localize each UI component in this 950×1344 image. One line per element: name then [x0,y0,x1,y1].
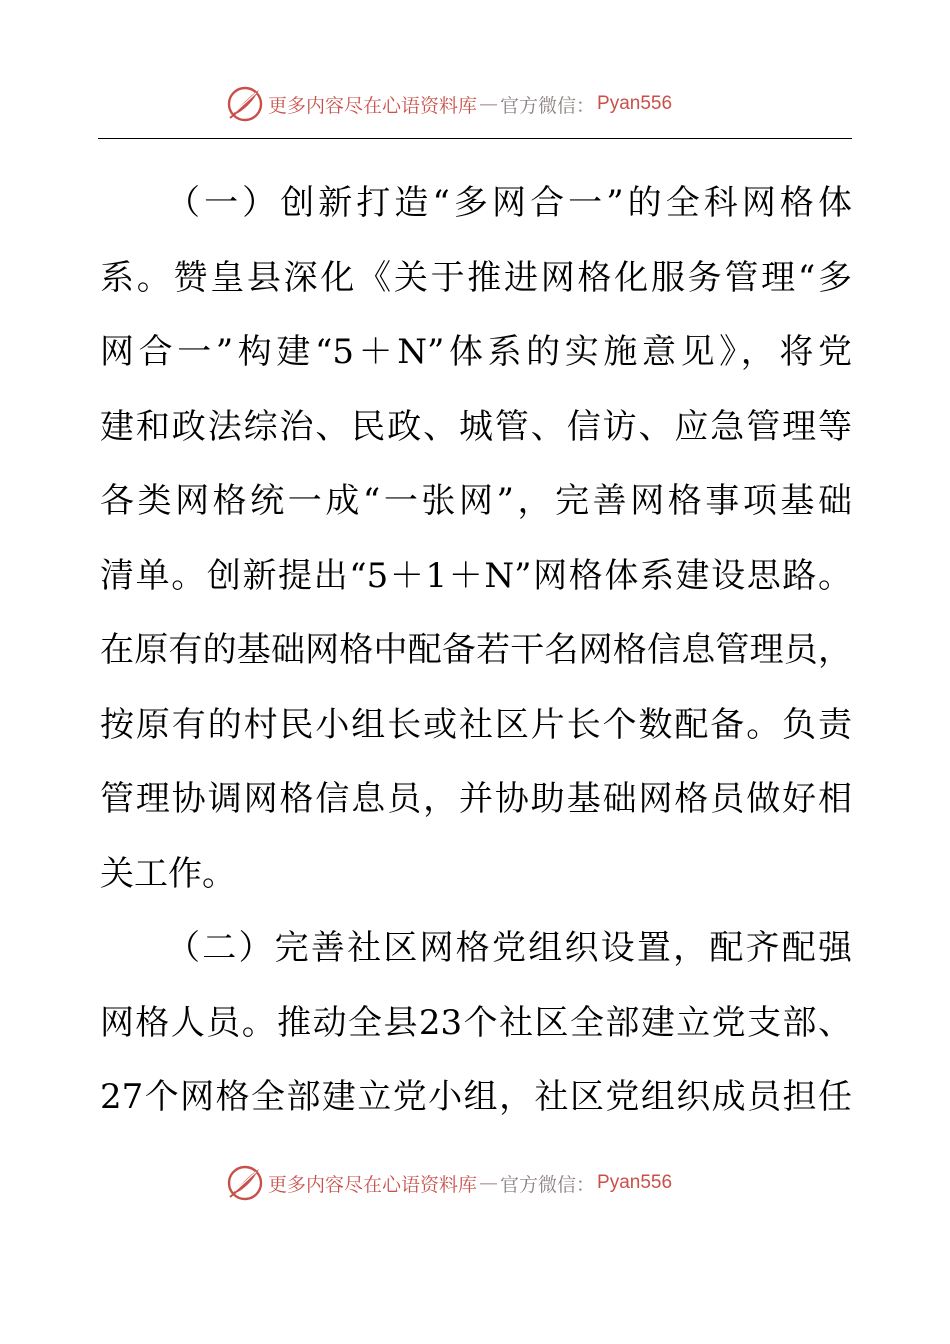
body-text [100,168,852,1137]
text-line: 关工作。 [100,853,236,894]
quill-logo-icon [226,85,264,123]
text-line: 管理协调网格信息员，并协助基础网格员做好相 [100,779,852,819]
text-line: （一）创新打造“多网合一”的全科网格体 [166,183,852,223]
footer-site-text: 更多内容尽在心语资料库 [268,1173,478,1196]
footer-wechat-id: Pyan556 [597,1172,673,1193]
text-line: 在原有的基础网格中配备若干名网格信息管理员， [100,630,852,670]
header-official-label: 官方微信： [500,94,596,117]
header-dash: — [479,93,499,115]
text-line: 网合一”构建“5＋N”体系的实施意见》，将党 [100,332,852,372]
text-line: 清单。创新提出“5＋1＋N”网格体系建设思路。 [100,555,852,596]
text-line: 系。赞皇县深化《关于推进网格化服务管理“多 [100,257,852,298]
header-site-text: 更多内容尽在心语资料库 [268,94,478,117]
header-rule [98,138,852,139]
text-line: 27个网格全部建立党小组，社区党组织成员担任 [100,1077,852,1117]
quill-logo-icon [226,1164,264,1202]
header-wechat-id: Pyan556 [597,93,673,114]
text-line: （二）完善社区网格党组织设置，配齐配强 [166,928,852,968]
text-line: 各类网格统一成“一张网”，完善网格事项基础 [100,481,852,521]
footer-dash: — [479,1172,499,1194]
text-line: 建和政法综治、民政、城管、信访、应急管理等 [100,406,852,447]
text-line: 按原有的村民小组长或社区片长个数配备。负责 [100,704,852,745]
header-watermark [226,84,746,124]
text-line: 网格人员。推动全县23个社区全部建立党支部、 [100,1002,852,1043]
footer-official-label: 官方微信： [500,1173,596,1196]
footer-watermark [226,1163,746,1203]
